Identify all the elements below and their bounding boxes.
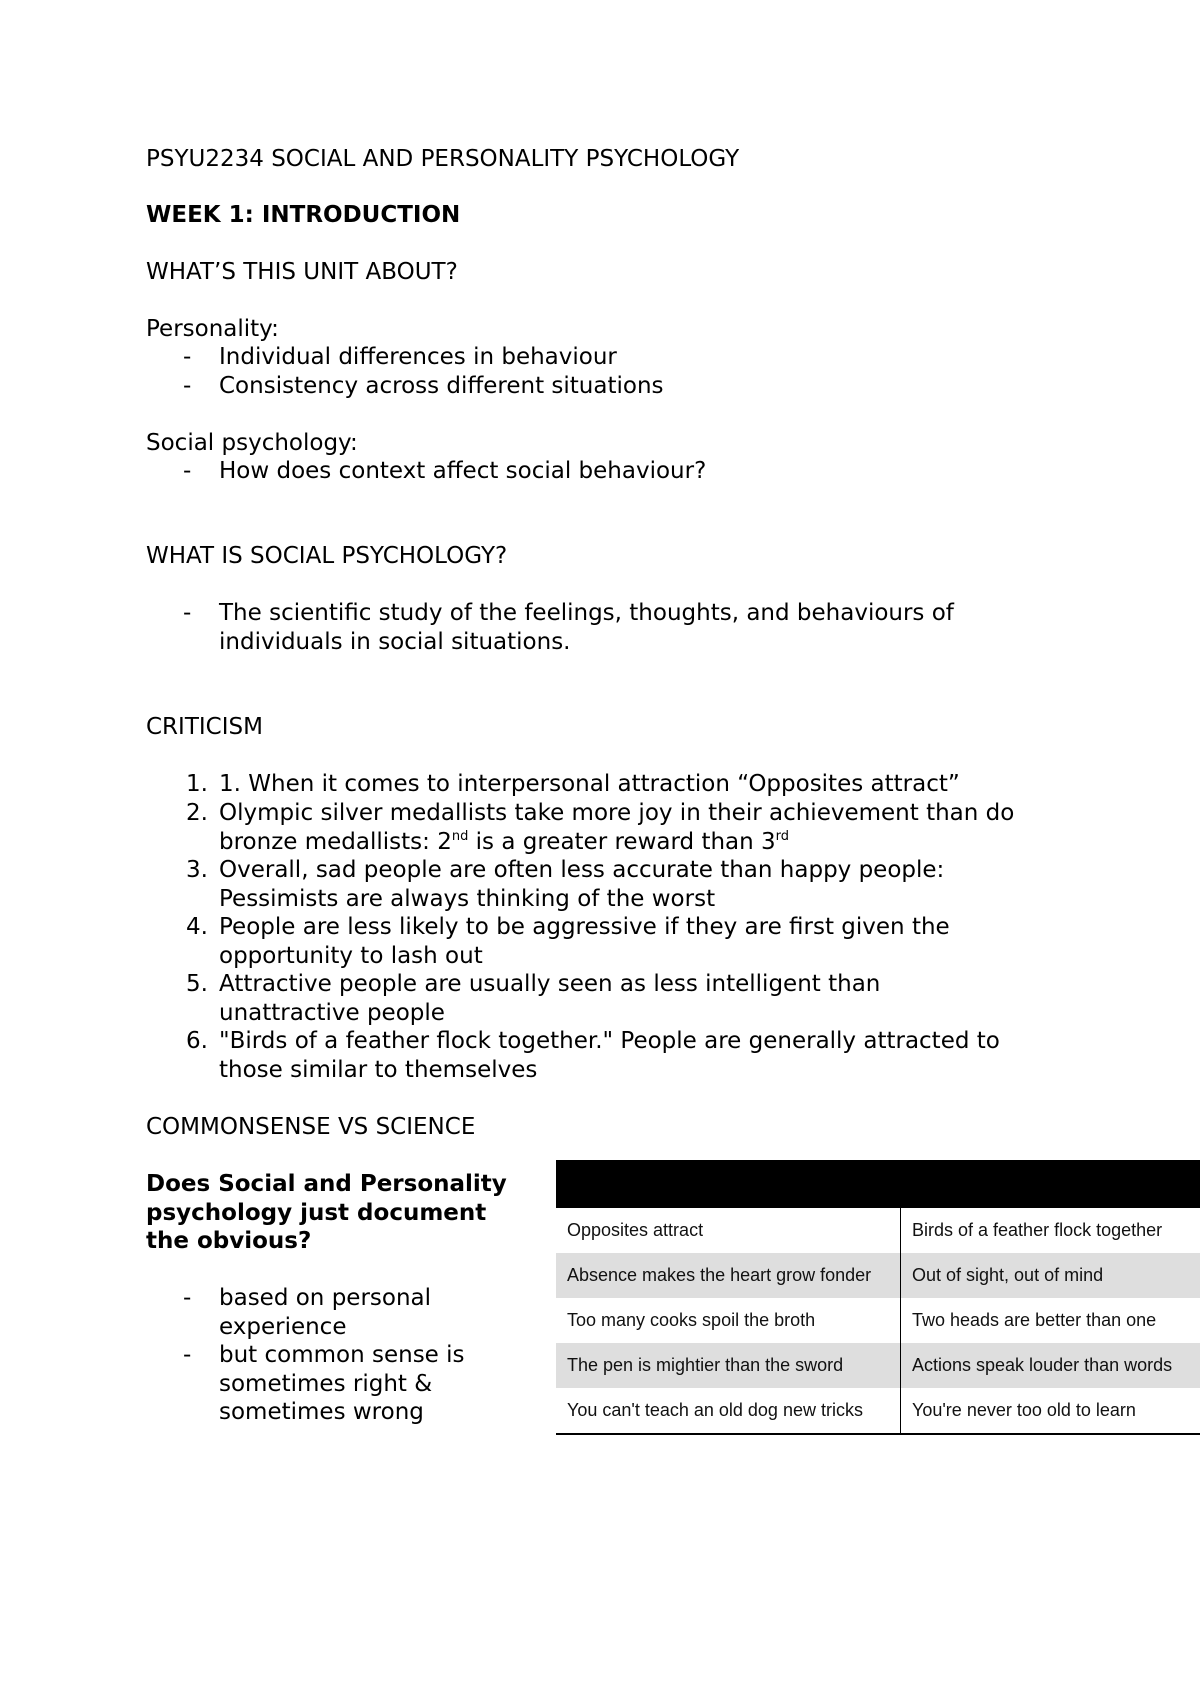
bullet-dash: -: [183, 458, 192, 484]
criticism-item-continued: those similar to themselves: [219, 1057, 538, 1083]
criticism-item: Overall, sad people are often less accurate than happy people:: [219, 857, 945, 883]
personality-label: Personality:: [146, 316, 279, 342]
bullet-dash: -: [183, 373, 192, 399]
table-row: [556, 1253, 1200, 1298]
table-cell: Too many cooks spoil the broth: [556, 1298, 901, 1343]
bullet-dash: -: [183, 1342, 192, 1368]
list-number: 6.: [186, 1028, 208, 1054]
table-cell: You can't teach an old dog new tricks: [556, 1388, 901, 1433]
bullet-dash: -: [183, 600, 192, 626]
list-number: 1.: [186, 771, 208, 797]
table-bottom-border: [556, 1433, 1200, 1435]
list-number: 2.: [186, 800, 208, 826]
table-header-bar: [556, 1160, 1200, 1208]
table-cell: Actions speak louder than words: [912, 1355, 1173, 1375]
criticism-item: Attractive people are usually seen as less intelligent than: [219, 971, 881, 997]
table-row: [556, 1343, 1200, 1388]
commonsense-bullet: but common sense is: [219, 1342, 465, 1368]
criticism-item: Olympic silver medallists take more joy in their achievement than do: [219, 800, 1015, 826]
table-cell: Two heads are better than one: [912, 1310, 1157, 1330]
list-number: 3.: [186, 857, 208, 883]
table-row: [556, 1208, 1200, 1253]
text-fragment: is a greater reward than 3: [468, 829, 776, 855]
commonsense-bullet: based on personal: [219, 1285, 432, 1311]
definition-line: individuals in social situations.: [219, 629, 571, 655]
table-cell: Out of sight, out of mind: [912, 1265, 1104, 1285]
personality-item: Consistency across different situations: [219, 373, 664, 399]
criticism-item: "Birds of a feather flock together." People are generally attracted to: [219, 1028, 1000, 1054]
criticism-item-continued: opportunity to lash out: [219, 943, 483, 969]
table-cell: The pen is mightier than the sword: [556, 1343, 901, 1388]
question-line: Does Social and Personality: [146, 1171, 507, 1197]
commonsense-heading: COMMONSENSE VS SCIENCE: [146, 1114, 476, 1140]
question-line: the obvious?: [146, 1228, 312, 1254]
table-cell: You're never too old to learn: [912, 1400, 1136, 1420]
social-psych-heading: WHAT IS SOCIAL PSYCHOLOGY?: [146, 543, 508, 569]
commonsense-bullet: sometimes wrong: [219, 1399, 424, 1425]
social-item: How does context affect social behaviour?: [219, 458, 707, 484]
week-heading: WEEK 1: INTRODUCTION: [146, 202, 461, 228]
text-fragment: bronze medallists: 2: [219, 829, 452, 855]
criticism-item-continued: [219, 828, 789, 856]
criticism-item-continued: Pessimists are always thinking of the worst: [219, 886, 716, 912]
table-row: [556, 1298, 1200, 1343]
criticism-item: 1. When it comes to interpersonal attraction “Opposites attract”: [219, 771, 960, 797]
course-title: PSYU2234 SOCIAL AND PERSONALITY PSYCHOLOGY: [146, 146, 740, 172]
table-row: [556, 1388, 1200, 1433]
bullet-dash: -: [183, 344, 192, 370]
table-cell: Birds of a feather flock together: [912, 1220, 1163, 1240]
criticism-item: People are less likely to be aggressive if they are first given the: [219, 914, 950, 940]
list-number: 5.: [186, 971, 208, 997]
commonsense-bullet: experience: [219, 1314, 347, 1340]
criticism-item-continued: unattractive people: [219, 1000, 445, 1026]
bullet-dash: -: [183, 1285, 192, 1311]
table-cell: Absence makes the heart grow fonder: [556, 1253, 901, 1298]
proverbs-table: [556, 1160, 1200, 1435]
table-cell: Opposites attract: [556, 1208, 901, 1253]
superscript: nd: [451, 829, 469, 844]
question-line: psychology just document: [146, 1200, 487, 1226]
unit-heading: WHAT’S THIS UNIT ABOUT?: [146, 259, 458, 285]
social-label: Social psychology:: [146, 430, 358, 456]
superscript: rd: [775, 829, 790, 844]
definition-line: The scientific study of the feelings, thoughts, and behaviours of: [219, 600, 954, 626]
commonsense-bullet: sometimes right &: [219, 1371, 433, 1397]
criticism-heading: CRITICISM: [146, 714, 263, 740]
personality-item: Individual differences in behaviour: [219, 344, 617, 370]
list-number: 4.: [186, 914, 208, 940]
